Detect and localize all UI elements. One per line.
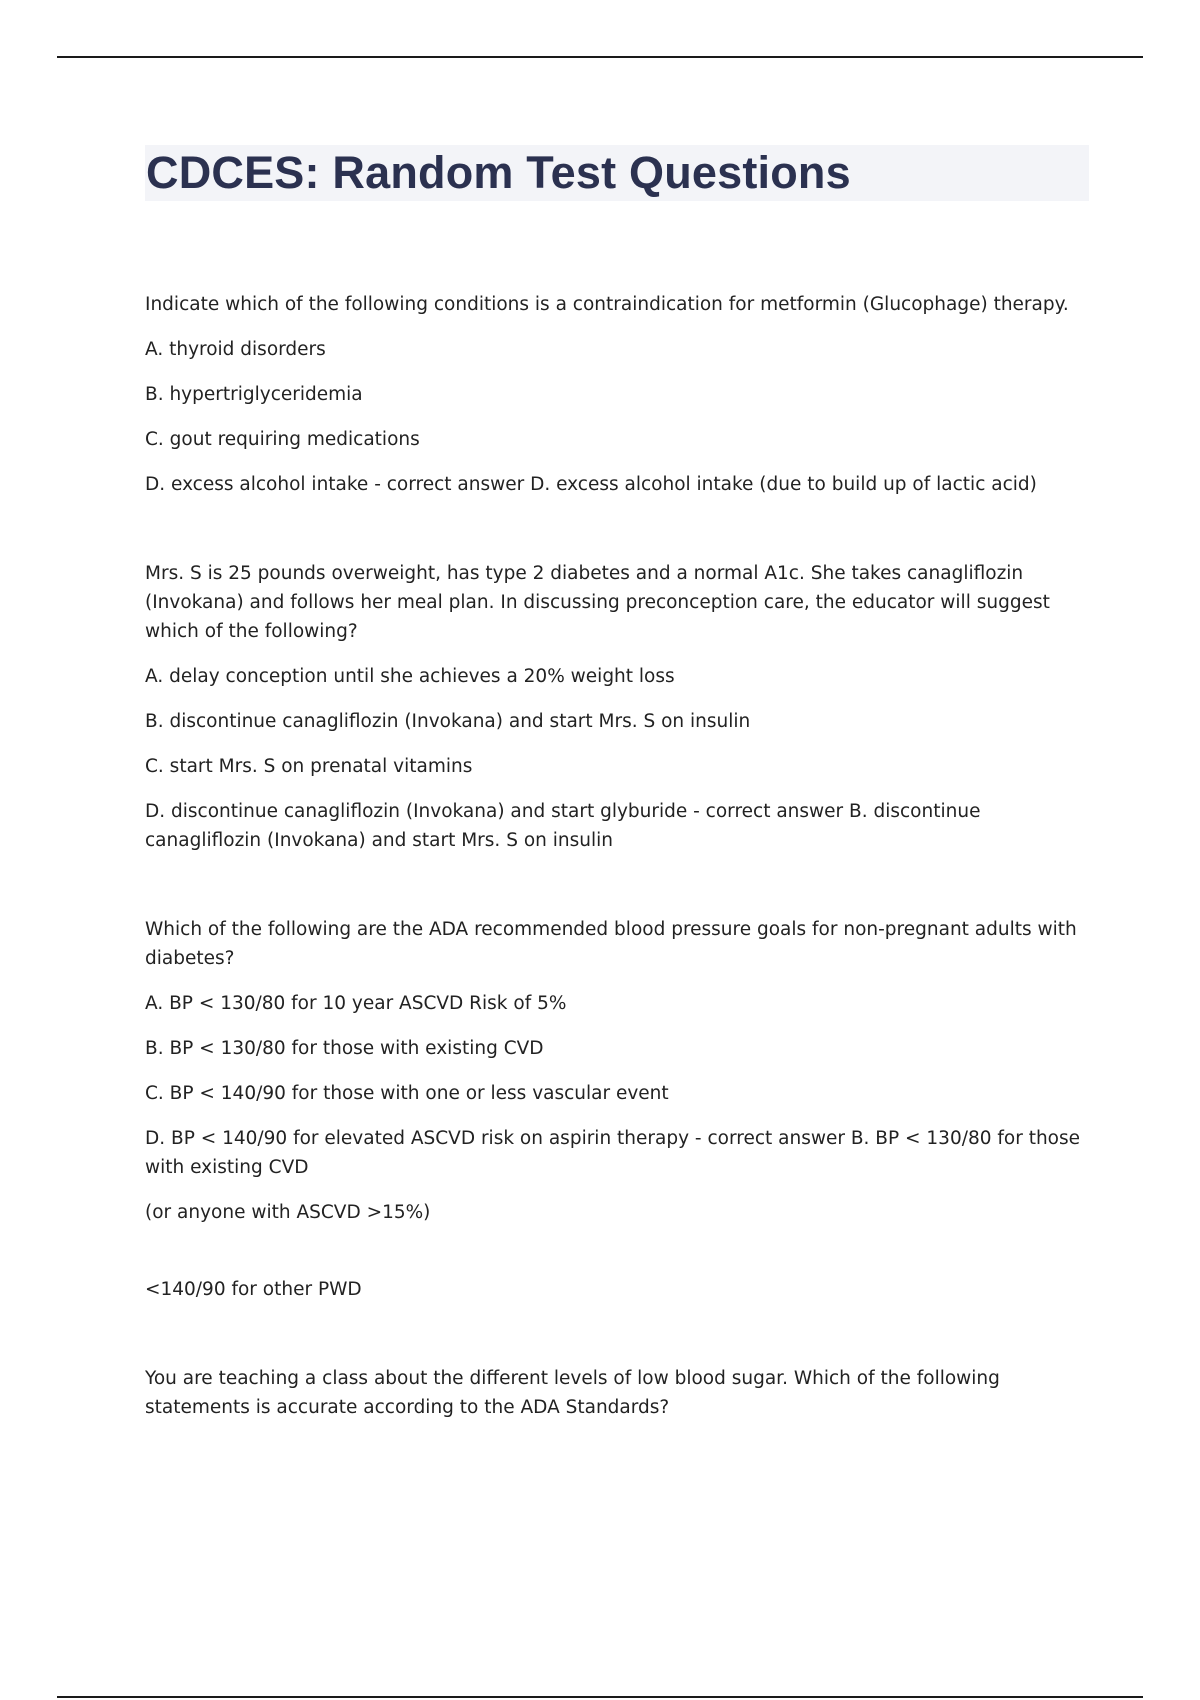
spacer [145,1243,1090,1275]
question-1 [145,290,1090,499]
answer-option-b: B. discontinue canagliflozin (Invokana) and start Mrs. S on insulin [145,711,751,732]
question-stem: Which of the following are the ADA recommended blood pressure goals for non-pregnant adults with diabetes? [145,919,1077,969]
answer-option-c: C. BP < 140/90 for those with one or less vascular event [145,1083,669,1104]
answer-option-b: B. hypertriglyceridemia [145,384,363,405]
answer-note: (or anyone with ASCVD >15%) [145,1202,431,1223]
document-title: CDCES: Random Test Questions [146,147,851,198]
answer-option-d: D. BP < 140/90 for elevated ASCVD risk on aspirin therapy - correct answer B. BP < 130/80 for those with existing CVD [145,1128,1081,1178]
answer-option-a: A. thyroid disorders [145,339,326,360]
answer-option-a: A. delay conception until she achieves a 20% weight loss [145,666,675,687]
question-stem: Indicate which of the following conditions is a contraindication for metformin (Glucophage) therapy. [145,294,1069,315]
bottom-rule [57,1696,1143,1698]
answer-option-a: A. BP < 130/80 for 10 year ASCVD Risk of 5% [145,993,567,1014]
answer-option-c: C. start Mrs. S on prenatal vitamins [145,756,473,777]
question-3 [145,915,1090,1304]
question-4 [145,1364,1090,1422]
question-stem: Mrs. S is 25 pounds overweight, has type 2 diabetes and a normal A1c. She takes canagliflozin (Invokana) and follows her meal plan. In discussing preconception care, the educator will suggest which of the following? [145,563,1050,642]
question-stem: You are teaching a class about the different levels of low blood sugar. Which of the following statements is accurate according to the ADA Standards? [145,1368,1000,1418]
answer-option-d: D. discontinue canagliflozin (Invokana) and start glyburide - correct answer B. discontinue canagliflozin (Invokana) and start Mrs. S on insulin [145,801,981,851]
top-rule [57,56,1143,58]
answer-note: <140/90 for other PWD [145,1279,362,1300]
answer-option-d: D. excess alcohol intake - correct answer D. excess alcohol intake (due to build up of lactic acid) [145,474,1037,495]
answer-option-c: C. gout requiring medications [145,429,420,450]
question-list [145,290,1090,1438]
answer-option-b: B. BP < 130/80 for those with existing CVD [145,1038,544,1059]
question-2 [145,559,1090,855]
